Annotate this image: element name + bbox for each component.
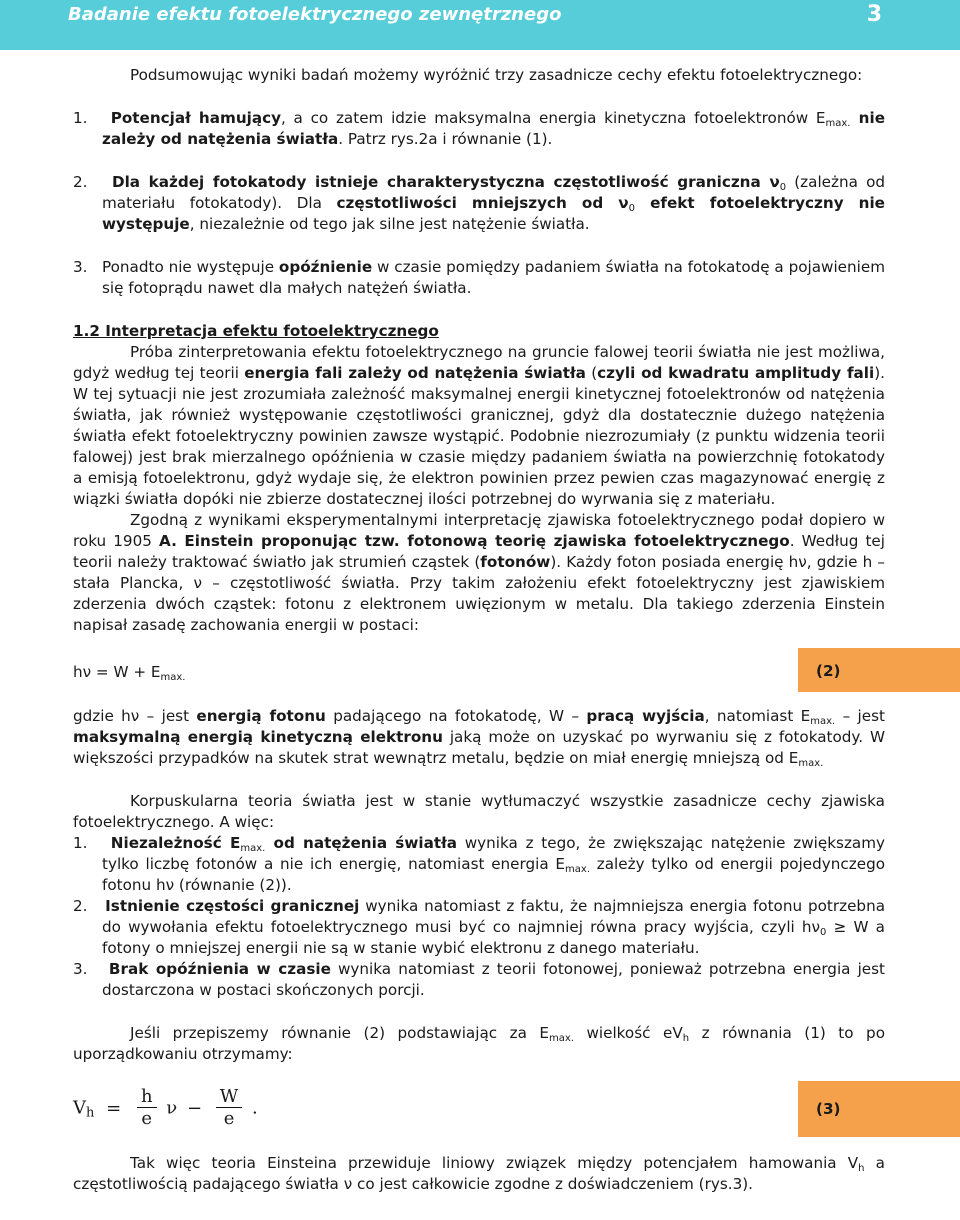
para5-sub2: h [682, 1033, 690, 1044]
fraction-2-denominator: e [223, 1108, 235, 1129]
list-item-2-sub: 0 [820, 927, 827, 938]
feature-2-number: 2. [73, 173, 88, 191]
feature-2-text2: , niezależnie od tego jak silne jest natężenie światła. [189, 215, 590, 233]
fraction-1-numerator: h [137, 1087, 157, 1108]
para5-text2: wielkość eV [573, 1024, 683, 1042]
para1-text3: ). W tej sytuacji nie jest zrozumiała zależność maksymalnej energii kinetycznej fotoelektronów od natężenia światła, jak również występowanie częstotliwości granicznej, gdyż dla dostatecznie dużego natężenia światła efekt fotoelektryczny powinien zawsze wystąpić. Podobnie niezrozumiały (z punktu widzenia teorii falowej) jest brak mierzalnego opóźnienia w czasie między padaniem światła na powierzchnię fotokatody a emisją fotoelektronu, gdyż wydaje się, że elektron powinien przez pewien czas magazynować energię z wiązki światła dopóki nie zbierze dostatecznej ilości potrzebnej do wyrwania się z materiału. [73, 364, 885, 508]
feature-2-bold3: efekt fotoelektryczny nie występuje [102, 194, 885, 233]
equation-3-dot: . [252, 1097, 258, 1119]
equation-3-equals: = [106, 1097, 122, 1119]
para2-text3: ). Każdy foton posiada energię hν, gdzie h – stała Plancka, ν – częstotliwość światła. Przy takim założeniu efekt fotoelektryczny jest zjawiskiem zderzenia dwóch cząstek: fotonu z elektronem uwięzionym w metalu. Dla takiego zderzenia Einstein napisał zasadę zachowania energii w postaci: [73, 553, 885, 634]
paragraph-wave-theory [73, 342, 885, 510]
feature-1-text2: . Patrz rys.2a i równanie (1). [338, 130, 553, 148]
equation-3-lhs-sub: h [86, 1105, 95, 1121]
para1-text1: Próba zinterpretowania efektu fotoelektrycznego na gruncie falowej teorii światła nie jest możliwa, gdyż według tej teorii [73, 343, 885, 382]
para3-text1: gdzie hν – jest [73, 707, 197, 725]
para3-bold2: pracą wyjścia [586, 707, 705, 725]
para3-bold3: maksymalną energią kinetyczną elektronu [73, 728, 443, 746]
feature-3-number: 3. [73, 258, 88, 276]
para3-text3: , natomiast E [704, 707, 811, 725]
para6-sub1: h [858, 1163, 865, 1174]
list-item-1-text2: zależy tylko od energii pojedynczego fotonu hν (równanie (2)). [102, 855, 885, 894]
paragraph-conclusion [73, 1153, 885, 1195]
document-body [73, 65, 885, 1195]
equation-2-label: (2) [816, 662, 841, 680]
para1-text2: ( [585, 364, 598, 382]
equation-2 [73, 648, 885, 690]
header-title: Badanie efektu fotoelektrycznego zewnętrznego [68, 4, 562, 25]
para5-text3: z równania (1) to po uporządkowaniu otrzymamy: [73, 1024, 885, 1063]
list-item-2-text1: wynika natomiast z faktu, że najmniejsza energia fotonu potrzebna do wywołania efektu fotoelektrycznego musi być co najmniej równa pracy wyjścia, czyli hν [102, 897, 886, 936]
intro-paragraph: Podsumowując wyniki badań możemy wyróżnić trzy zasadnicze cechy efektu fotoelektrycznego: [130, 66, 863, 84]
para1-bold1: energia fali zależy od natężenia światła [244, 364, 586, 382]
list-item-2-bold: Istnienie częstości granicznej [105, 897, 360, 915]
para5-text1: Jeśli przepiszemy równanie (2) podstawiając za E [130, 1024, 549, 1042]
equation-3-formula [73, 1087, 258, 1130]
fraction-1-denominator: e [141, 1108, 153, 1129]
section-heading-text: 1.2 Interpretacja efektu fotoelektrycznego [73, 322, 439, 340]
para3-sub1: max. [810, 716, 836, 727]
list-item-1-bold2: od natężenia światła [265, 834, 457, 852]
list-item-2 [73, 896, 885, 959]
para2-text2: . Według tej teorii należy traktować światło jak strumień cząstek ( [73, 532, 885, 571]
feature-1-bold2: nie zależy od natężenia światła [102, 109, 885, 148]
feature-3-bold: opóźnienie [278, 258, 373, 276]
list-item-1-sub1: max. [240, 843, 266, 854]
paragraph-substitute [73, 1023, 885, 1065]
feature-1-sub: max. [825, 118, 851, 129]
list-item-1-bold1: Niezależność E [110, 834, 241, 852]
feature-1-bold: Potencjał hamujący [110, 109, 281, 127]
para2-bold2: fotonów [480, 553, 551, 571]
para2-bold1: A. Einstein proponując tzw. fotonową teorię zjawiska fotoelektrycznego [159, 532, 790, 550]
feature-2-bold: Dla każdej fotokatody istnieje charakterystyczna częstotliwość graniczna ν [111, 173, 780, 191]
fraction-h-over-e [137, 1087, 157, 1130]
para2-text1: Zgodną z wynikami eksperymentalnymi interpretację zjawiska fotoelektrycznego podał dopiero w roku 1905 [73, 511, 885, 550]
list-item-3-bold: Brak opóźnienia w czasie [108, 960, 331, 978]
list-item-1 [73, 833, 885, 896]
list-item-2-text2: ≥ W a fotony o mniejszej energii nie są w stanie wybić elektronu z danego materiału. [102, 918, 885, 957]
equation-2-label-box [798, 648, 960, 692]
para3-sub2: max. [798, 758, 824, 769]
page-header [0, 0, 960, 50]
list-item-1-sub2: max. [565, 864, 590, 875]
para3-text5: jaką może on uzyskać po wyrwaniu się z fotokatody. W większości przypadków na skutek strat wewnątrz metalu, będzie on miał energię mniejszą od E [73, 728, 885, 767]
equation-3 [73, 1077, 885, 1139]
list-item-3-number: 3. [73, 960, 88, 978]
section-heading [73, 321, 885, 342]
feature-3-text2: w czasie pomiędzy padaniem światła na fotokatodę a pojawieniem się fotoprądu nawet dla małych natężeń światła. [102, 258, 886, 297]
equation-3-label-box [798, 1081, 960, 1137]
feature-2 [73, 172, 885, 235]
equation-3-minus: − [186, 1097, 203, 1119]
equation-2-text: hν = W + E [73, 663, 161, 681]
paragraph-symbols [73, 706, 885, 769]
paragraph-einstein [73, 510, 885, 636]
list-item-1-text1: wynika z tego, że zwiększając natężenie zwiększamy tylko liczbę fotonów a nie ich energię, natomiast energia E [102, 834, 886, 873]
list-item-3-text: wynika natomiast z teorii fotonowej, ponieważ potrzebna energia jest dostarczona w postaci skończonych porcji. [102, 960, 886, 999]
paragraph-corpuscular: Korpuskularna teoria światła jest w stanie wytłumaczyć wszystkie zasadnicze cechy zjawiska fotoelektrycznego. A więc: [73, 792, 885, 831]
fraction-2-numerator: W [216, 1087, 243, 1108]
para6-text2: a częstotliwością padającego światła ν co jest całkowicie zgodne z doświadczeniem (rys.3). [73, 1154, 885, 1193]
list-item-3 [73, 959, 885, 1001]
feature-3 [73, 257, 885, 299]
para6-text1: Tak więc teoria Einsteina przewiduje liniowy związek między potencjałem hamowania V [130, 1154, 859, 1172]
para5-sub1: max. [549, 1033, 574, 1044]
feature-2-sub2: 0 [628, 203, 636, 214]
fraction-w-over-e [216, 1087, 243, 1130]
feature-1 [73, 108, 885, 150]
page-number: 3 [866, 2, 882, 27]
para3-text2: padającego na fotokatodę, W – [325, 707, 587, 725]
para1-bold2: czyli od kwadratu amplitudy fali [597, 364, 875, 382]
equation-3-nu: ν [166, 1097, 178, 1119]
feature-2-bold2: częstotliwości mniejszych od ν [336, 194, 629, 212]
equation-3-label: (3) [816, 1100, 841, 1118]
equation-2-sub: max. [160, 672, 186, 683]
list-item-2-number: 2. [73, 897, 88, 915]
feature-2-sub: 0 [779, 182, 787, 193]
list-item-1-number: 1. [73, 834, 88, 852]
feature-3-text: Ponadto nie występuje [102, 258, 279, 276]
equation-2-formula [73, 662, 185, 683]
feature-2-text: (zależna od materiału fotokatody). Dla [102, 173, 885, 212]
para3-text4: – jest [835, 707, 885, 725]
feature-1-text: , a co zatem idzie maksymalna energia kinetyczna fotoelektronów E [280, 109, 826, 127]
feature-1-number: 1. [73, 109, 88, 127]
equation-3-lhs: V [73, 1097, 86, 1119]
para3-bold1: energią fotonu [196, 707, 326, 725]
